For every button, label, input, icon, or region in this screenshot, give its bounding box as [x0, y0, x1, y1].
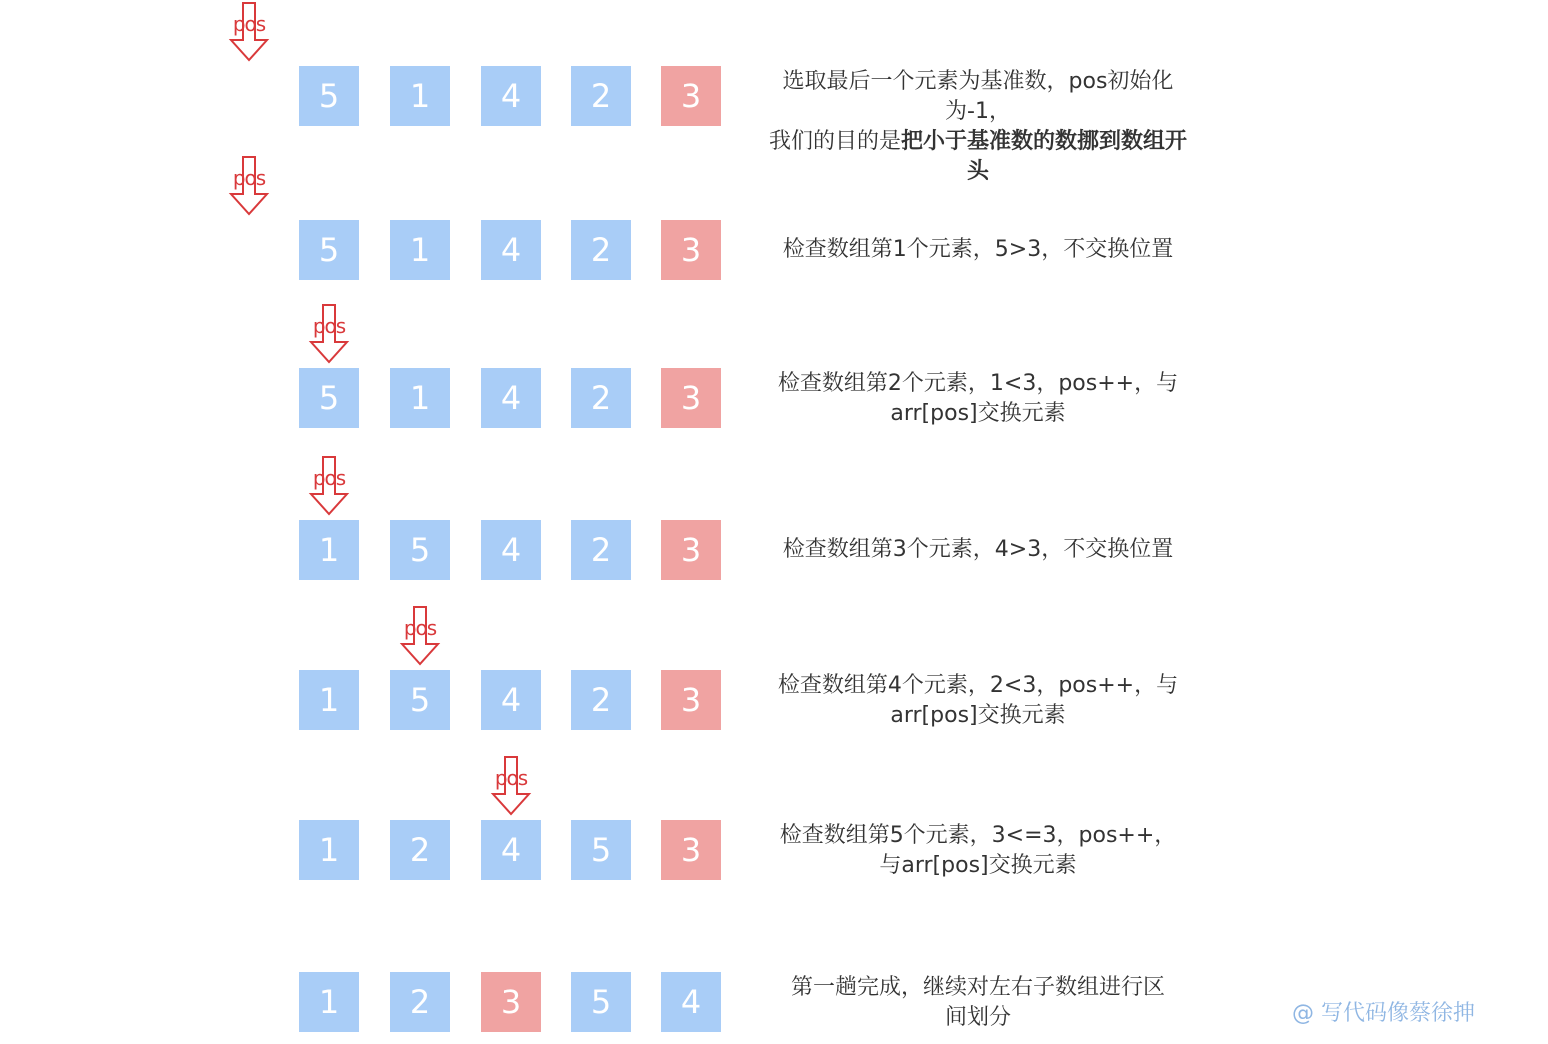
pivot-cell: 3 — [661, 520, 721, 580]
description-line: 检查数组第3个元素，4>3，不交换位置 — [782, 537, 1174, 562]
array-cell: 2 — [571, 220, 631, 280]
description-emphasis: 把小于基准数的数挪到数组开头 — [901, 129, 1188, 184]
array-cell: 1 — [390, 220, 450, 280]
array-cell: 4 — [481, 820, 541, 880]
array-cell: 5 — [299, 368, 359, 428]
array-cell: 2 — [571, 520, 631, 580]
watermark-text: @ 写代码像蔡徐抻 — [1292, 1001, 1475, 1026]
step-description-5 — [758, 671, 1198, 731]
array-cell: 4 — [481, 520, 541, 580]
array-cell: 4 — [661, 972, 721, 1032]
description-text: 间划分 — [944, 1005, 1011, 1030]
step-description-3 — [758, 369, 1198, 429]
description-text: 与arr[pos]交换元素 — [879, 853, 1077, 878]
pivot-cell: 3 — [661, 220, 721, 280]
pivot-cell: 3 — [661, 368, 721, 428]
description-line — [758, 127, 1198, 187]
pos-arrow-icon — [307, 456, 351, 516]
array-cell: 2 — [390, 972, 450, 1032]
array-cell: 1 — [299, 670, 359, 730]
array-cell: 2 — [571, 66, 631, 126]
pos-label: pos — [312, 314, 346, 338]
array-cell: 1 — [299, 820, 359, 880]
description-text: arr[pos]交换元素 — [890, 401, 1066, 426]
array-cell: 5 — [299, 66, 359, 126]
description-line: 检查数组第2个元素，1<3，pos++，与 — [777, 371, 1179, 396]
description-text: 我们的目的是 — [768, 129, 901, 154]
array-cell: 4 — [481, 220, 541, 280]
description-line — [758, 851, 1198, 881]
description-line — [758, 701, 1198, 731]
description-line: 检查数组第1个元素，5>3，不交换位置 — [782, 237, 1174, 262]
array-cell: 1 — [390, 368, 450, 428]
pos-arrow-icon — [307, 304, 351, 364]
description-line — [758, 1003, 1198, 1033]
array-cell: 4 — [481, 670, 541, 730]
pos-arrow-icon — [227, 156, 271, 216]
description-line: 检查数组第5个元素，3<=3，pos++， — [779, 823, 1177, 848]
pos-label: pos — [232, 12, 266, 36]
array-cell: 5 — [390, 670, 450, 730]
pos-label: pos — [494, 766, 528, 790]
pos-label: pos — [312, 466, 346, 490]
array-cell: 2 — [390, 820, 450, 880]
array-cell: 4 — [481, 368, 541, 428]
pos-label: pos — [403, 616, 437, 640]
pivot-cell: 3 — [661, 820, 721, 880]
pos-arrow-icon — [398, 606, 442, 666]
array-cell: 2 — [571, 368, 631, 428]
description-line — [758, 399, 1198, 429]
pivot-cell: 3 — [481, 972, 541, 1032]
array-cell: 5 — [390, 520, 450, 580]
pivot-cell: 3 — [661, 670, 721, 730]
array-cell: 4 — [481, 66, 541, 126]
array-cell: 1 — [299, 520, 359, 580]
pos-arrow-icon — [227, 2, 271, 62]
step-description-4 — [758, 535, 1198, 565]
step-description-2 — [758, 235, 1198, 265]
array-cell: 2 — [571, 670, 631, 730]
step-description-7 — [758, 973, 1198, 1033]
pivot-cell: 3 — [661, 66, 721, 126]
description-text: arr[pos]交换元素 — [890, 703, 1066, 728]
array-cell: 5 — [571, 972, 631, 1032]
array-cell: 5 — [571, 820, 631, 880]
description-line: 检查数组第4个元素，2<3，pos++，与 — [777, 673, 1179, 698]
pos-label: pos — [232, 166, 266, 190]
pos-arrow-icon — [489, 756, 533, 816]
step-description-6 — [758, 821, 1198, 881]
description-line: 选取最后一个元素为基准数，pos初始化为-1， — [782, 69, 1174, 124]
step-description-1 — [758, 67, 1198, 187]
array-cell: 5 — [299, 220, 359, 280]
array-cell: 1 — [390, 66, 450, 126]
array-cell: 1 — [299, 972, 359, 1032]
description-line: 第一趟完成，继续对左右子数组进行区 — [790, 975, 1165, 1000]
